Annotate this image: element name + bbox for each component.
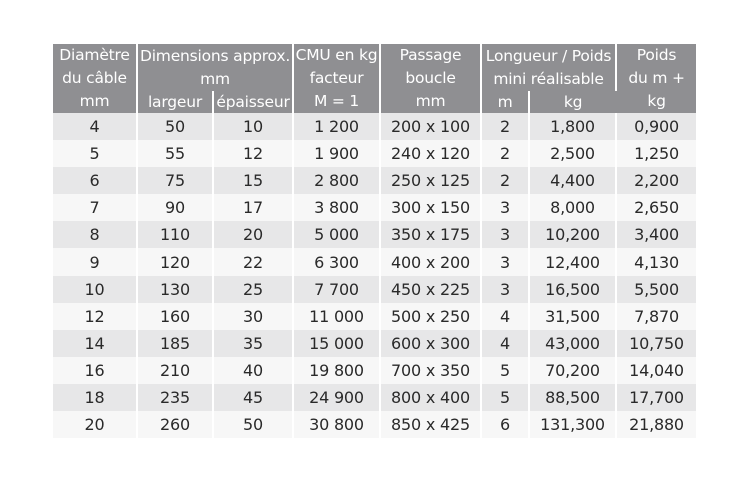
header-largeur: largeur (137, 91, 213, 113)
cell-cmu: 3 800 (293, 194, 380, 221)
table-row (53, 167, 696, 194)
cell-poids-metre: 2,650 (616, 194, 696, 221)
cell-poids-metre: 1,250 (616, 140, 696, 167)
table-row (53, 248, 696, 275)
cell-poids-metre: 0,900 (616, 113, 696, 140)
cell-largeur: 235 (137, 384, 213, 411)
cell-poids-kg: 12,400 (529, 248, 616, 275)
cell-diametre: 9 (53, 248, 137, 275)
cell-passage: 250 x 125 (380, 167, 481, 194)
header-passage-line3: mm (415, 92, 446, 110)
cell-diametre: 5 (53, 140, 137, 167)
header-poids-line1: Poids (636, 46, 677, 64)
cell-diametre: 7 (53, 194, 137, 221)
cell-cmu: 5 000 (293, 221, 380, 248)
cell-largeur: 160 (137, 303, 213, 330)
cell-poids-metre: 7,870 (616, 303, 696, 330)
cell-longueur-m: 6 (481, 411, 529, 438)
cell-largeur: 110 (137, 221, 213, 248)
cell-largeur: 75 (137, 167, 213, 194)
cell-longueur-m: 3 (481, 221, 529, 248)
cell-largeur: 90 (137, 194, 213, 221)
header-poids (616, 44, 696, 113)
header-cmu-line3: M = 1 (313, 92, 360, 110)
table-header (53, 44, 696, 113)
header-poids-line3: kg (647, 92, 666, 110)
cell-passage: 800 x 400 (380, 384, 481, 411)
cell-diametre: 12 (53, 303, 137, 330)
cell-epaisseur: 25 (213, 276, 293, 303)
cell-largeur: 185 (137, 330, 213, 357)
cell-longueur-m: 4 (481, 303, 529, 330)
cable-spec-table (53, 44, 696, 438)
header-m: m (481, 91, 529, 113)
table-row (53, 303, 696, 330)
cell-cmu: 7 700 (293, 276, 380, 303)
cell-poids-kg: 43,000 (529, 330, 616, 357)
cell-longueur-m: 2 (481, 140, 529, 167)
header-passage-line1: Passage (399, 46, 462, 64)
cell-poids-kg: 70,200 (529, 357, 616, 384)
cell-poids-kg: 88,500 (529, 384, 616, 411)
cell-cmu: 2 800 (293, 167, 380, 194)
cell-diametre: 18 (53, 384, 137, 411)
header-passage-line2: boucle (405, 69, 456, 87)
cell-diametre: 16 (53, 357, 137, 384)
header-epaisseur: épaisseur (213, 91, 293, 113)
header-diametre-line3: mm (79, 92, 110, 110)
cell-largeur: 55 (137, 140, 213, 167)
cell-passage: 400 x 200 (380, 248, 481, 275)
table-body (53, 113, 696, 438)
cell-passage: 240 x 120 (380, 140, 481, 167)
cell-epaisseur: 35 (213, 330, 293, 357)
cell-longueur-m: 2 (481, 113, 529, 140)
cell-cmu: 1 900 (293, 140, 380, 167)
cell-poids-metre: 5,500 (616, 276, 696, 303)
cell-poids-kg: 16,500 (529, 276, 616, 303)
cell-epaisseur: 17 (213, 194, 293, 221)
cell-poids-metre: 4,130 (616, 248, 696, 275)
cell-poids-metre: 21,880 (616, 411, 696, 438)
header-dimensions-line2: mm (200, 69, 230, 88)
cell-cmu: 6 300 (293, 248, 380, 275)
header-poids-line2: du m + (628, 69, 685, 87)
cell-epaisseur: 15 (213, 167, 293, 194)
header-passage (380, 44, 481, 113)
header-longueur-line2: mini réalisable (493, 69, 604, 88)
cell-diametre: 6 (53, 167, 137, 194)
cell-cmu: 1 200 (293, 113, 380, 140)
cell-poids-metre: 17,700 (616, 384, 696, 411)
cell-longueur-m: 3 (481, 248, 529, 275)
cell-poids-kg: 10,200 (529, 221, 616, 248)
table-row (53, 140, 696, 167)
cell-largeur: 120 (137, 248, 213, 275)
cell-passage: 450 x 225 (380, 276, 481, 303)
cell-epaisseur: 30 (213, 303, 293, 330)
cell-poids-kg: 1,800 (529, 113, 616, 140)
table-row (53, 411, 696, 438)
cell-poids-kg: 131,300 (529, 411, 616, 438)
cell-diametre: 14 (53, 330, 137, 357)
header-cmu (293, 44, 380, 113)
cell-diametre: 20 (53, 411, 137, 438)
cell-passage: 700 x 350 (380, 357, 481, 384)
cell-epaisseur: 50 (213, 411, 293, 438)
cell-longueur-m: 5 (481, 384, 529, 411)
cell-cmu: 11 000 (293, 303, 380, 330)
header-diametre (53, 44, 137, 113)
cell-longueur-m: 4 (481, 330, 529, 357)
cell-epaisseur: 20 (213, 221, 293, 248)
header-cmu-line2: facteur (309, 69, 364, 87)
header-diametre-line1: Diamètre (59, 46, 130, 64)
cell-poids-kg: 2,500 (529, 140, 616, 167)
table-row (53, 113, 696, 140)
cell-diametre: 10 (53, 276, 137, 303)
header-cmu-line1: CMU en kg (295, 46, 378, 64)
table-row (53, 221, 696, 248)
cell-epaisseur: 40 (213, 357, 293, 384)
header-diametre-line2: du câble (62, 69, 127, 87)
table-row (53, 276, 696, 303)
table-row (53, 384, 696, 411)
cell-longueur-m: 3 (481, 276, 529, 303)
header-dimensions (137, 44, 293, 91)
cell-passage: 500 x 250 (380, 303, 481, 330)
cell-longueur-m: 5 (481, 357, 529, 384)
cell-epaisseur: 45 (213, 384, 293, 411)
cell-largeur: 130 (137, 276, 213, 303)
cell-epaisseur: 12 (213, 140, 293, 167)
cell-longueur-m: 3 (481, 194, 529, 221)
cell-cmu: 30 800 (293, 411, 380, 438)
cell-passage: 600 x 300 (380, 330, 481, 357)
cell-cmu: 19 800 (293, 357, 380, 384)
cell-passage: 200 x 100 (380, 113, 481, 140)
cell-largeur: 50 (137, 113, 213, 140)
cell-cmu: 24 900 (293, 384, 380, 411)
cell-largeur: 260 (137, 411, 213, 438)
cell-poids-kg: 8,000 (529, 194, 616, 221)
cell-poids-metre: 2,200 (616, 167, 696, 194)
cell-diametre: 4 (53, 113, 137, 140)
cell-epaisseur: 10 (213, 113, 293, 140)
header-longueur-line1: Longueur / Poids (485, 46, 612, 65)
table-row (53, 194, 696, 221)
cell-diametre: 8 (53, 221, 137, 248)
header-dimensions-line1: Dimensions approx. (139, 46, 291, 65)
cell-poids-metre: 10,750 (616, 330, 696, 357)
cell-poids-metre: 14,040 (616, 357, 696, 384)
cell-passage: 850 x 425 (380, 411, 481, 438)
cell-largeur: 210 (137, 357, 213, 384)
cell-poids-metre: 3,400 (616, 221, 696, 248)
cell-poids-kg: 31,500 (529, 303, 616, 330)
cell-poids-kg: 4,400 (529, 167, 616, 194)
table-row (53, 330, 696, 357)
cell-epaisseur: 22 (213, 248, 293, 275)
cell-longueur-m: 2 (481, 167, 529, 194)
header-longueur-poids (481, 44, 616, 91)
table-row (53, 357, 696, 384)
header-kg: kg (529, 91, 616, 113)
cell-passage: 350 x 175 (380, 221, 481, 248)
cell-cmu: 15 000 (293, 330, 380, 357)
cell-passage: 300 x 150 (380, 194, 481, 221)
